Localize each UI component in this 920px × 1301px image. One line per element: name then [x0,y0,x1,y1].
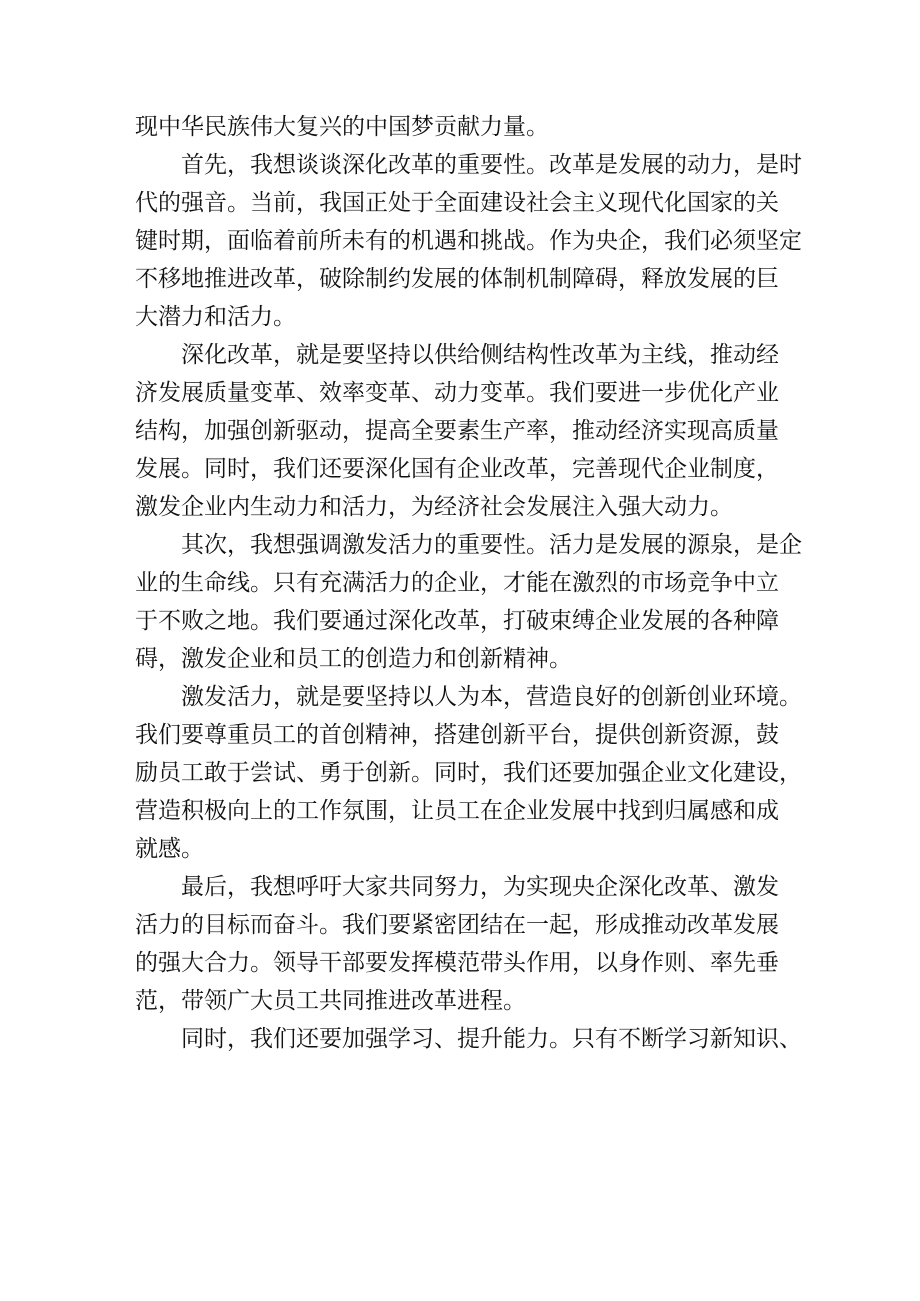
text-line: 键时期，面临着前所未有的机遇和挑战。作为央企，我们必须坚定 [135,228,802,254]
paragraph-first-line: 激发活力，就是要坚持以人为本，营造良好的创新创业环境。 [181,684,802,710]
text-line: 发展。同时，我们还要深化国有企业改革，完善现代企业制度， [135,456,779,482]
text-line: 励员工敢于尝试、勇于创新。同时，我们还要加强企业文化建设， [135,760,802,786]
text-line: 我们要尊重员工的首创精神，搭建创新平台，提供创新资源，鼓 [135,722,779,748]
text-line: 济发展质量变革、效率变革、动力变革。我们要进一步优化产业 [135,380,779,406]
text-line: 于不败之地。我们要通过深化改革，打破束缚企业发展的各种障 [135,608,779,634]
paragraph-first-line: 最后，我想呼吁大家共同努力，为实现央企深化改革、激发 [181,874,779,900]
text-line: 的强大合力。领导干部要发挥模范带头作用，以身作则、率先垂 [135,950,779,976]
text-line: 活力的目标而奋斗。我们要紧密团结在一起，形成推动改革发展 [135,912,779,938]
text-line: 结构，加强创新驱动，提高全要素生产率，推动经济实现高质量 [135,418,779,444]
text-line: 碍，激发企业和员工的创造力和创新精神。 [135,646,572,672]
text-line: 不移地推进改革，破除制约发展的体制机制障碍，释放发展的巨 [135,266,779,292]
text-line: 营造积极向上的工作氛围，让员工在企业发展中找到归属感和成 [135,798,779,824]
paragraph-first-line: 其次，我想强调激发活力的重要性。活力是发展的源泉，是企 [181,532,802,558]
paragraph-first-line: 首先，我想谈谈深化改革的重要性。改革是发展的动力，是时 [181,152,802,178]
paragraph-first-line: 同时，我们还要加强学习、提升能力。只有不断学习新知识、 [181,1026,802,1052]
text-line: 代的强音。当前，我国正处于全面建设社会主义现代化国家的关 [135,190,779,216]
text-line: 大潜力和活力。 [135,304,296,330]
text-line: 现中华民族伟大复兴的中国梦贡献力量。 [135,114,549,140]
text-line: 就感。 [135,836,204,862]
text-line: 业的生命线。只有充满活力的企业，才能在激烈的市场竞争中立 [135,570,779,596]
text-line: 激发企业内生动力和活力，为经济社会发展注入强大动力。 [135,494,733,520]
document-body [135,108,802,1058]
paragraph-first-line: 深化改革，就是要坚持以供给侧结构性改革为主线，推动经 [181,342,779,368]
text-line: 范，带领广大员工共同推进改革进程。 [135,988,526,1014]
